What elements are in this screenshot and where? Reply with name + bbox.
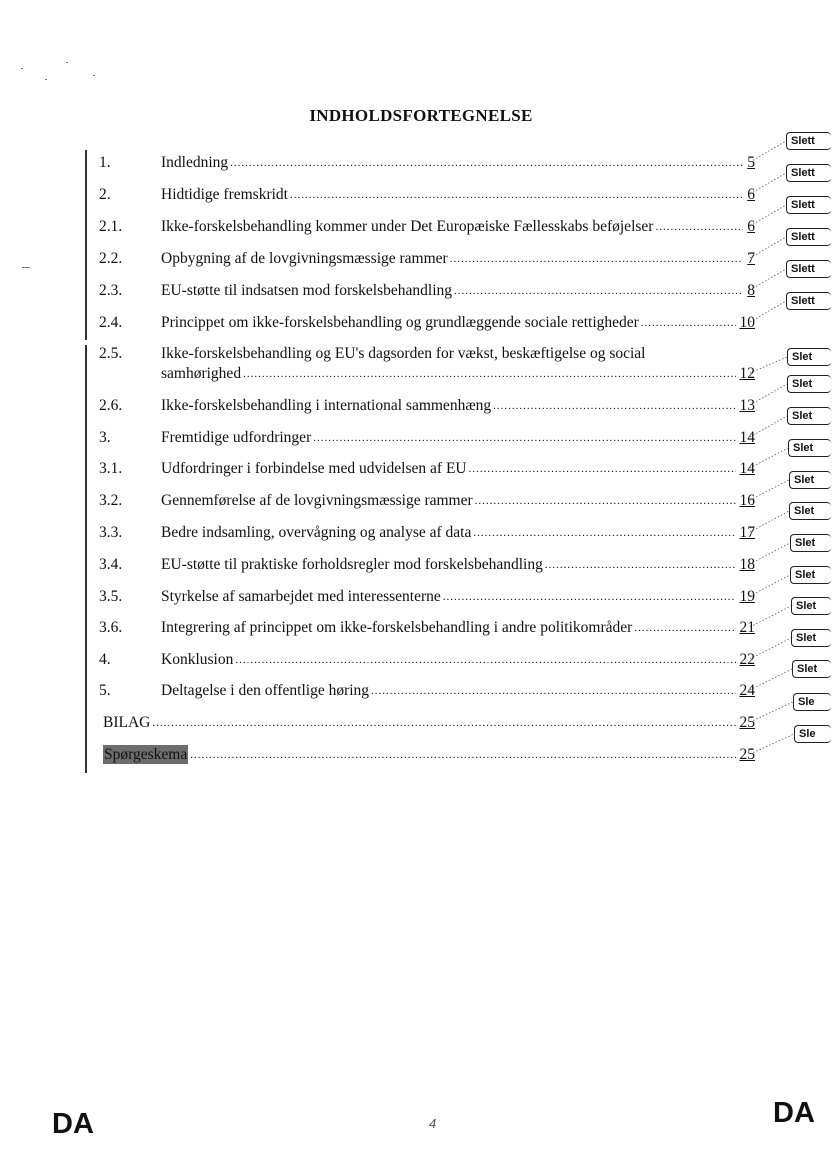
toc-title: INDHOLDSFORTEGNELSE bbox=[309, 106, 533, 125]
delete-button[interactable]: Slet bbox=[790, 534, 831, 552]
toc-page[interactable]: 12 bbox=[739, 365, 755, 382]
toc-number: 2.5. bbox=[99, 345, 123, 362]
toc-number: 2.2. bbox=[99, 250, 123, 267]
toc-number: 2.3. bbox=[99, 282, 123, 299]
toc-number: 4. bbox=[99, 651, 111, 668]
toc-number: 3.2. bbox=[99, 492, 123, 509]
scan-speck bbox=[21, 68, 23, 69]
toc-label: Princippet om ikke-forskelsbehandling og grundlæggende sociale rettigheder bbox=[161, 314, 639, 331]
toc-number: 3.3. bbox=[99, 524, 123, 541]
delete-button[interactable]: Slet bbox=[788, 439, 831, 457]
delete-button[interactable]: Slet bbox=[787, 375, 831, 393]
toc-label: Gennemførelse af de lovgivningsmæssige rammer bbox=[161, 492, 473, 509]
toc-page[interactable]: 6 bbox=[747, 218, 755, 235]
scan-speck bbox=[22, 267, 30, 268]
toc-label: Udfordringer i forbindelse med udvidelsen af EU bbox=[161, 460, 467, 477]
toc-label: Integrering af princippet om ikke-forskelsbehandling i andre politikområder bbox=[161, 619, 633, 636]
toc-page[interactable]: 19 bbox=[739, 588, 755, 605]
toc-label: EU-støtte til indsatsen mod forskelsbehandling bbox=[161, 282, 453, 299]
toc-page[interactable]: 21 bbox=[739, 619, 755, 636]
toc-label: Fremtidige udfordringer bbox=[161, 429, 312, 446]
toc-page[interactable]: 16 bbox=[739, 492, 755, 509]
toc-label: Opbygning af de lovgivningsmæssige rammer bbox=[161, 250, 448, 267]
delete-button[interactable]: Slett bbox=[786, 292, 831, 310]
delete-button[interactable]: Slett bbox=[786, 132, 831, 150]
toc-page[interactable]: 22 bbox=[739, 651, 755, 668]
delete-button[interactable]: Slett bbox=[786, 164, 831, 182]
delete-button[interactable]: Slett bbox=[786, 196, 831, 214]
delete-button[interactable]: Slet bbox=[791, 629, 831, 647]
toc-number: 3.6. bbox=[99, 619, 123, 636]
toc-page[interactable]: 24 bbox=[739, 682, 755, 699]
toc-number: 3.5. bbox=[99, 588, 123, 605]
toc-page[interactable]: 14 bbox=[739, 429, 755, 446]
toc-number: 2.1. bbox=[99, 218, 123, 235]
toc-page[interactable]: 5 bbox=[747, 154, 755, 171]
toc-label: samhørighed bbox=[161, 365, 242, 382]
toc-number: 3. bbox=[99, 429, 111, 446]
toc-label: Deltagelse i den offentlige høring bbox=[161, 682, 370, 699]
scan-speck bbox=[93, 75, 95, 76]
questionnaire-page[interactable]: 25 bbox=[739, 746, 755, 763]
delete-button[interactable]: Slet bbox=[787, 407, 831, 425]
toc-label: Konklusion bbox=[161, 651, 234, 668]
delete-button[interactable]: Slet bbox=[791, 597, 831, 615]
bilag-page[interactable]: 25 bbox=[739, 714, 755, 731]
toc-label: Ikke-forskelsbehandling kommer under Det Europæiske Fællesskabs beføjelser bbox=[161, 218, 654, 235]
toc-number: 2.6. bbox=[99, 397, 123, 414]
toc-page[interactable]: 18 bbox=[739, 556, 755, 573]
questionnaire-label: Spørgeskema bbox=[104, 746, 188, 763]
toc-label: Bedre indsamling, overvågning og analyse af data bbox=[161, 524, 472, 541]
toc-label: Styrkelse af samarbejdet med interessenterne bbox=[161, 588, 441, 605]
toc-page[interactable]: 10 bbox=[739, 314, 755, 331]
toc-page[interactable]: 13 bbox=[739, 397, 755, 414]
language-code-left: DA bbox=[52, 1108, 94, 1140]
toc-number: 2.4. bbox=[99, 314, 123, 331]
delete-button[interactable]: Slet bbox=[787, 348, 831, 366]
toc-number: 1. bbox=[99, 154, 111, 171]
toc-page[interactable]: 17 bbox=[739, 524, 755, 541]
toc-page[interactable]: 6 bbox=[747, 186, 755, 203]
bilag-label: BILAG bbox=[103, 714, 151, 731]
toc-page[interactable]: 7 bbox=[747, 250, 755, 267]
language-code-right: DA bbox=[773, 1097, 815, 1129]
toc-label: Indledning bbox=[161, 154, 229, 171]
toc-page[interactable]: 8 bbox=[747, 282, 755, 299]
toc-number: 2. bbox=[99, 186, 111, 203]
delete-button[interactable]: Slett bbox=[786, 260, 831, 278]
scan-speck bbox=[66, 62, 68, 63]
delete-button[interactable]: Sle bbox=[794, 725, 831, 743]
delete-button[interactable]: Slet bbox=[789, 471, 831, 489]
toc-label-line1: Ikke-forskelsbehandling og EU's dagsorden for vækst, beskæftigelse og social bbox=[161, 345, 646, 362]
toc-number: 5. bbox=[99, 682, 111, 699]
scan-speck bbox=[45, 79, 47, 80]
toc-page[interactable]: 14 bbox=[739, 460, 755, 477]
toc-label: EU-støtte til praktiske forholdsregler mod forskelsbehandling bbox=[161, 556, 543, 573]
delete-button[interactable]: Slet bbox=[790, 566, 831, 584]
toc-label: Hidtidige fremskridt bbox=[161, 186, 288, 203]
toc-number: 3.4. bbox=[99, 556, 123, 573]
delete-button[interactable]: Sle bbox=[793, 693, 831, 711]
delete-button[interactable]: Slet bbox=[789, 502, 831, 520]
toc-number: 3.1. bbox=[99, 460, 123, 477]
toc-label: Ikke-forskelsbehandling i international sammenhæng bbox=[161, 397, 492, 414]
delete-button[interactable]: Slett bbox=[786, 228, 831, 246]
delete-button[interactable]: Slet bbox=[792, 660, 831, 678]
page-number: 4 bbox=[429, 1116, 437, 1131]
